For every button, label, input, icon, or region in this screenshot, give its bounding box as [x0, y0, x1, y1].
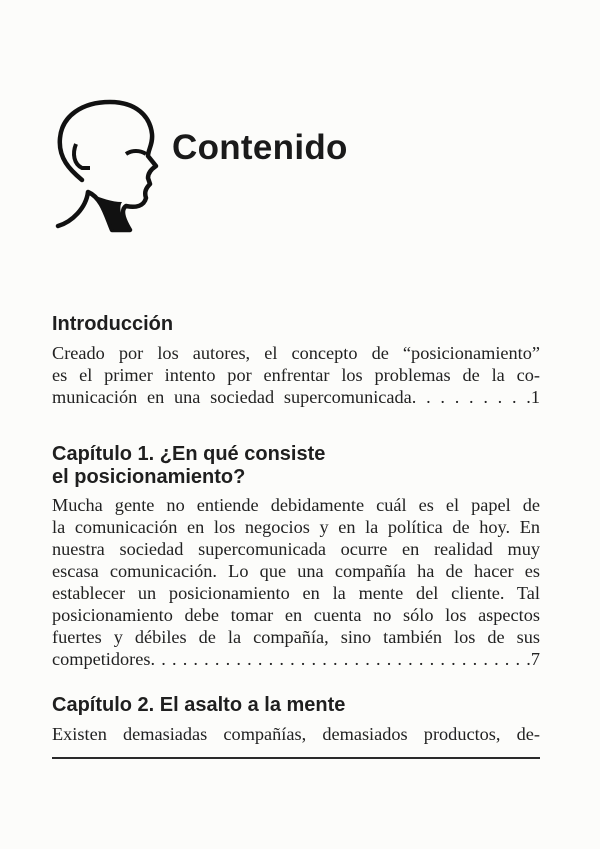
- section-body-capitulo-1: [52, 494, 540, 670]
- section-body-capitulo-2: [52, 723, 540, 745]
- text-line: Existen demasiadas compañías, demasiados productos, de-: [52, 724, 540, 744]
- text-line: establecer un posicionamiento en la mente del cliente. Tal: [52, 583, 540, 603]
- section-heading-capitulo-1: [52, 443, 325, 489]
- text-line: Mucha gente no entiende debidamente cuál es el papel de: [52, 495, 540, 515]
- text-line: fuertes y débiles de la compañía, sino también los de sus: [52, 627, 540, 647]
- heading-line: Capítulo 1. ¿En qué consiste: [52, 443, 326, 465]
- bottom-rule: [52, 757, 540, 759]
- heading-line: Capítulo 2. El asalto a la mente: [52, 694, 346, 716]
- text-line: nuestra sociedad supercomunicada ocurre en realidad muy: [52, 539, 540, 559]
- human-head-profile-icon: [52, 98, 162, 233]
- text-line: posicionamiento debe tomar en cuenta no sólo los aspectos: [52, 605, 540, 625]
- text-line: municación en una sociedad supercomunicada. . . . . . . . .1: [52, 387, 540, 407]
- section-heading-capitulo-2: [52, 694, 345, 717]
- section-body-introduccion: [52, 342, 540, 408]
- text-line: escasa comunicación. Lo que una compañía ha de hacer es: [52, 561, 540, 581]
- text-line: la comunicación en los negocios y en la política de hoy. En: [52, 517, 540, 537]
- text-line: Creado por los autores, el concepto de “posicionamiento”: [52, 343, 540, 363]
- heading-line: Introducción: [52, 313, 174, 335]
- text-line: competidores. . . . . . . . . . . . . . . . . . . . . . . . . . . . . . . . . . . .7: [52, 649, 540, 669]
- heading-line: el posicionamiento?: [52, 466, 246, 488]
- page-title: Contenido: [172, 128, 348, 167]
- text-line: es el primer intento por enfrentar los problemas de la co-: [52, 365, 540, 385]
- section-heading-introduccion: [52, 313, 173, 336]
